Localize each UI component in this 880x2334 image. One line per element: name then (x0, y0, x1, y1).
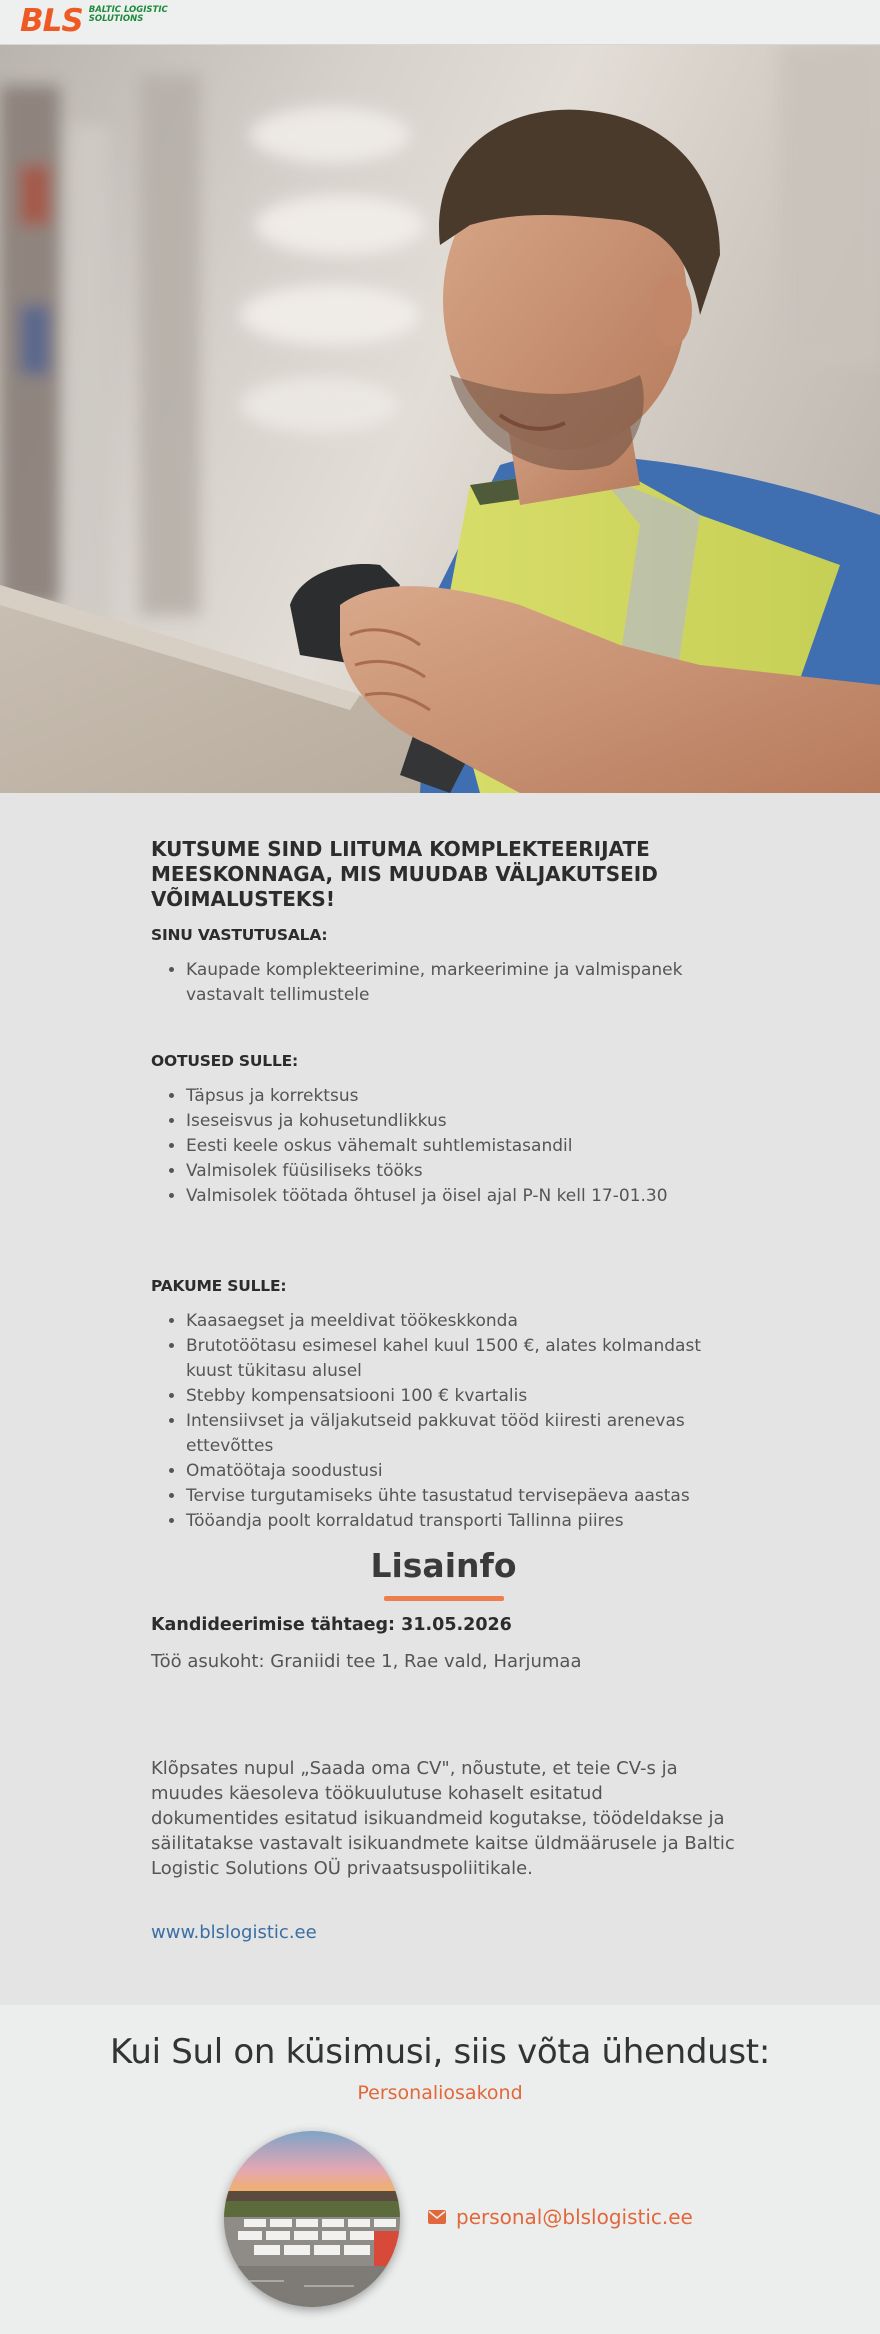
list-item: • Valmisolek töötada õhtusel ja öisel ajal P-N kell 17-01.30 (186, 1184, 736, 1209)
list-item: • Tervise turgutamiseks ühte tasustatud tervisepäeva aastas (186, 1484, 736, 1509)
privacy-consent-text: Klõpsates nupul „Saada oma CV", nõustute, et teie CV-s ja muudes käesoleva töökuulutuse kohaselt esitatud dokumentides esitatud isikuandmeid kogutakse, töödeldakse ja säilitatakse vastavalt isikuandmete kaitse üldmäärusele ja Baltic Logistic Solutions OÜ privaatsuspoliitikale. (151, 1758, 735, 1879)
list-item: • Kaupade komplekteerimine, markeerimine ja valmispanek vastavalt tellimustele (186, 958, 736, 1008)
job-headline: KUTSUME SIND LIITUMA KOMPLEKTEERIJATE MEESKONNAGA, MIS MUUDAB VÄLJAKUTSEID VÕIMALUSTEKS! (151, 837, 658, 911)
list-item: • Iseseisvus ja kohusetundlikkus (186, 1109, 736, 1134)
company-logo[interactable] (20, 4, 168, 38)
list-item: • Täpsus ja korrektsus (186, 1084, 736, 1109)
extra-info-heading (151, 1546, 736, 1601)
logo-mark: BLS (20, 3, 83, 39)
contact-department: Personaliosakond (357, 2082, 523, 2104)
envelope-icon (428, 2210, 446, 2224)
job-description (0, 793, 736, 1983)
list-item: • Tööandja poolt korraldatud transporti Tallinna piires (186, 1509, 736, 1534)
company-website-link[interactable]: www.blslogistic.ee (151, 1922, 317, 1943)
contact-title: Kui Sul on küsimusi, siis võta ühendust: (110, 2032, 770, 2072)
extra-info-title: Lisainfo (370, 1546, 517, 1585)
expectations-list (151, 1084, 736, 1209)
truck-yard-photo (224, 2131, 400, 2307)
site-header (0, 0, 880, 45)
title-underline (384, 1596, 504, 1601)
contact-section (0, 2005, 880, 2334)
logo-wordmark: BALTIC LOGISTIC SOLUTIONS (88, 5, 168, 24)
list-item: • Intensiivset ja väljakutseid pakkuvat tööd kiiresti arenevas ettevõttes (186, 1409, 736, 1459)
list-item: • Eesti keele oskus vähemalt suhtlemistasandil (186, 1134, 736, 1159)
application-deadline: Kandideerimise tähtaeg: 31.05.2026 (151, 1615, 512, 1635)
responsibilities-title: SINU VASTUTUSALA: (151, 926, 328, 944)
list-item: • Omatöötaja soodustusi (186, 1459, 736, 1484)
hero-image (0, 45, 880, 793)
job-location: Töö asukoht: Graniidi tee 1, Rae vald, Harjumaa (151, 1651, 582, 1672)
list-item: • Brutotöötasu esimesel kahel kuul 1500 €, alates kolmandast kuust tükitasu alusel (186, 1334, 736, 1384)
contact-email-link[interactable] (428, 2205, 693, 2229)
warehouse-worker-illustration (0, 45, 880, 793)
responsibilities-list (151, 958, 736, 1008)
list-item: • Kaasaegset ja meeldivat töökeskkonda (186, 1309, 736, 1334)
offers-list (151, 1309, 736, 1534)
offers-title: PAKUME SULLE: (151, 1277, 287, 1295)
expectations-title: OOTUSED SULLE: (151, 1052, 299, 1070)
contact-email: personal@blslogistic.ee (456, 2205, 693, 2229)
list-item: • Stebby kompensatsiooni 100 € kvartalis (186, 1384, 736, 1409)
list-item: • Valmisolek füüsiliseks tööks (186, 1159, 736, 1184)
contact-photo (224, 2131, 400, 2307)
